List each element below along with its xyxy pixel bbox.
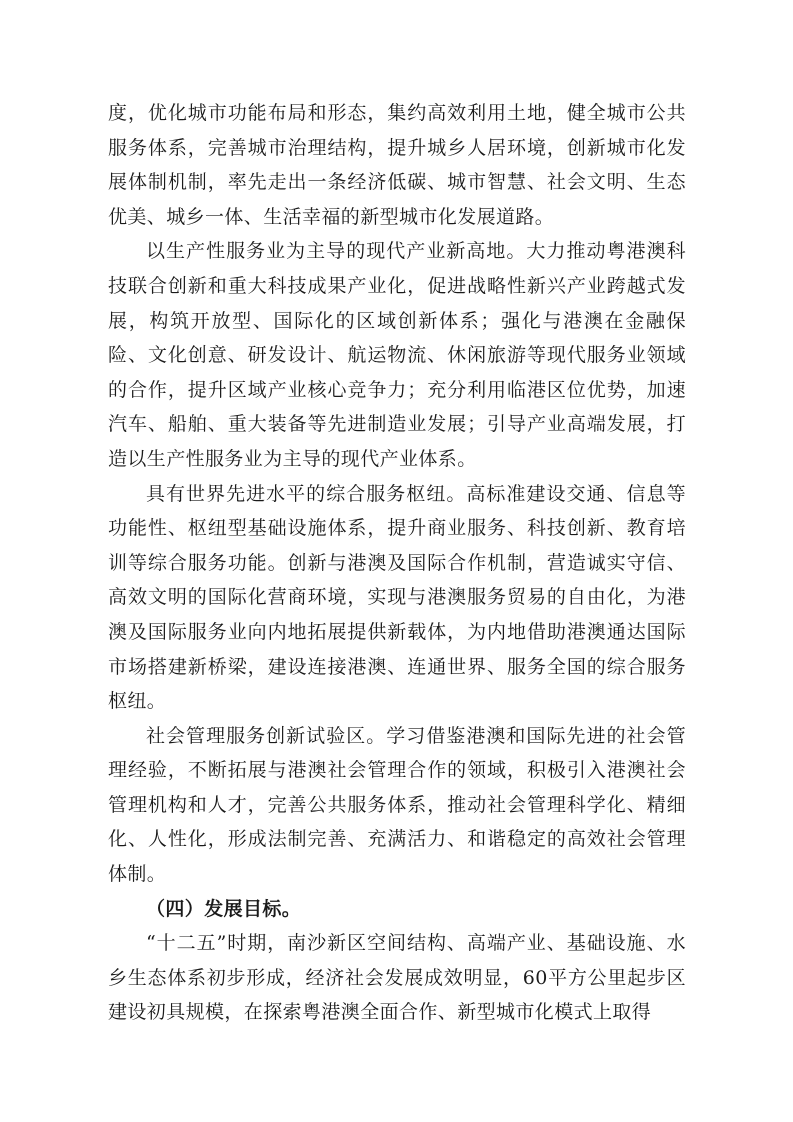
paragraph-continued: 度，优化城市功能布局和形态，集约高效利用土地，健全城市公共服务体系，完善城市治理结构，提升城乡人居环境，创新城市化发展体制机制，率先走出一条经济低碳、城市智慧、社会文明、生态优美、城乡一体、生活幸福的新型城市化发展道路。 (108, 102, 686, 228)
paragraph-industry: 以生产性服务业为主导的现代产业新高地。大力推动粤港澳科技联合创新和重大科技成果产业化，促进战略性新兴产业跨越式发展，构筑开放型、国际化的区域创新体系；强化与港澳在金融保险、文化创意、研发设计、航运物流、休闲旅游等现代服务业领域的合作，提升区域产业核心竞争力；充分利用临港区位优势，加速汽车、船舶、重大装备等先进制造业发展；引导产业高端发展，打造以生产性服务业为主导的现代产业体系。 (108, 240, 686, 470)
paragraph-social-management: 社会管理服务创新试验区。学习借鉴港澳和国际先进的社会管理经验，不断拓展与港澳社会管理合作的领域，积极引入港澳社会管理机构和人才，完善公共服务体系，推动社会管理科学化、精细化、人性化，形成法制完善、充满活力、和谐稳定的高效社会管理体制。 (108, 724, 686, 886)
document-body (108, 96, 686, 1030)
paragraph-goals: “十二五”时期，南沙新区空间结构、高端产业、基础设施、水乡生态体系初步形成，经济社会发展成效明显，60平方公里起步区建设初具规模，在探索粤港澳全面合作、新型城市化模式上取得 (108, 932, 686, 1024)
paragraph-service-hub: 具有世界先进水平的综合服务枢纽。高标准建设交通、信息等功能性、枢纽型基础设施体系，提升商业服务、科技创新、教育培训等综合服务功能。创新与港澳及国际合作机制，营造诚实守信、高效文明的国际化营商环境，实现与港澳服务贸易的自由化，为港澳及国际服务业向内地拓展提供新载体，为内地借助港澳通达国际市场搭建新桥梁，建设连接港澳、连通世界、服务全国的综合服务枢纽。 (108, 482, 686, 713)
section-heading: （四）发展目标。 (146, 897, 302, 920)
